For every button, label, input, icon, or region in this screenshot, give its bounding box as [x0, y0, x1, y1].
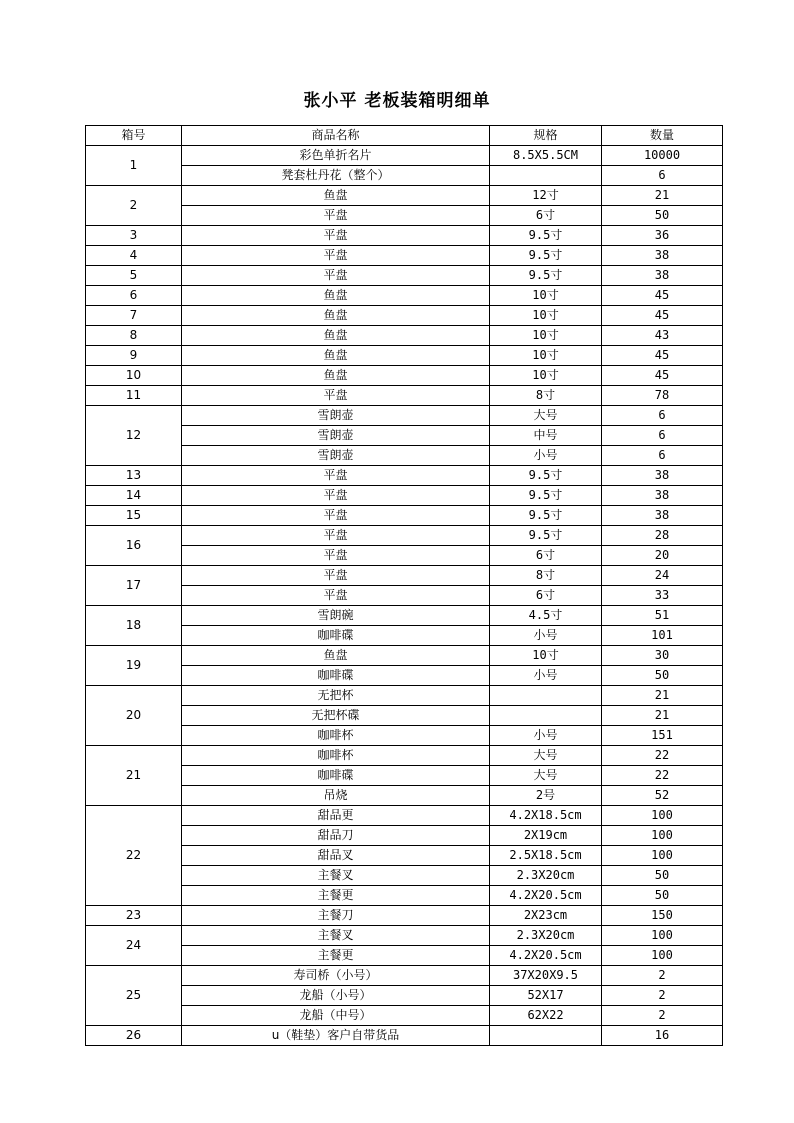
quantity-cell: 36 — [602, 226, 723, 246]
product-name-cell: 咖啡杯 — [182, 726, 490, 746]
quantity-cell: 100 — [602, 926, 723, 946]
table-row — [86, 186, 723, 206]
table-row — [86, 966, 723, 986]
table-row — [86, 826, 723, 846]
spec-cell: 10寸 — [490, 306, 602, 326]
quantity-cell: 38 — [602, 506, 723, 526]
product-name-cell: 平盘 — [182, 586, 490, 606]
box-number-cell: 7 — [86, 306, 182, 326]
product-name-cell: 雪朗壶 — [182, 446, 490, 466]
box-number-cell: 19 — [86, 646, 182, 686]
quantity-cell: 6 — [602, 166, 723, 186]
box-number-cell: 3 — [86, 226, 182, 246]
box-number-cell: 4 — [86, 246, 182, 266]
spec-cell: 9.5寸 — [490, 506, 602, 526]
table-row — [86, 306, 723, 326]
box-number-cell: 21 — [86, 746, 182, 806]
header-row — [86, 126, 723, 146]
box-number-cell: 16 — [86, 526, 182, 566]
spec-cell: 大号 — [490, 406, 602, 426]
quantity-cell: 21 — [602, 686, 723, 706]
table-row — [86, 546, 723, 566]
box-number-cell: 26 — [86, 1026, 182, 1046]
table-row — [86, 806, 723, 826]
spec-cell: 9.5寸 — [490, 486, 602, 506]
table-row — [86, 1026, 723, 1046]
box-number-cell: 15 — [86, 506, 182, 526]
quantity-cell: 21 — [602, 706, 723, 726]
spec-cell — [490, 706, 602, 726]
table-row — [86, 406, 723, 426]
box-number-cell: 14 — [86, 486, 182, 506]
table-row — [86, 506, 723, 526]
table-row — [86, 386, 723, 406]
spec-cell: 9.5寸 — [490, 246, 602, 266]
product-name-cell: 咖啡碟 — [182, 666, 490, 686]
table-row — [86, 606, 723, 626]
quantity-cell: 2 — [602, 1006, 723, 1026]
box-number-cell: 6 — [86, 286, 182, 306]
product-name-cell: 平盘 — [182, 546, 490, 566]
product-name-cell: 主餐叉 — [182, 866, 490, 886]
document-title: 张小平 老板装箱明细单 — [303, 91, 491, 111]
table-row — [86, 906, 723, 926]
table-row — [86, 346, 723, 366]
table-row — [86, 706, 723, 726]
box-number-cell: 22 — [86, 806, 182, 906]
table-row — [86, 646, 723, 666]
box-number-cell: 18 — [86, 606, 182, 646]
header-spec: 规格 — [490, 126, 602, 146]
spec-cell: 2.3X20cm — [490, 866, 602, 886]
product-name-cell: 凳套杜丹花（整个） — [182, 166, 490, 186]
table-row — [86, 286, 723, 306]
spec-cell — [490, 686, 602, 706]
product-name-cell: 吊烧 — [182, 786, 490, 806]
quantity-cell: 33 — [602, 586, 723, 606]
product-name-cell: 主餐刀 — [182, 906, 490, 926]
header-box-number: 箱号 — [86, 126, 182, 146]
table-row — [86, 886, 723, 906]
product-name-cell: 甜品刀 — [182, 826, 490, 846]
quantity-cell: 28 — [602, 526, 723, 546]
box-number-cell: 24 — [86, 926, 182, 966]
box-number-cell: 20 — [86, 686, 182, 746]
spec-cell: 大号 — [490, 746, 602, 766]
table-row — [86, 446, 723, 466]
spec-cell: 小号 — [490, 666, 602, 686]
spec-cell: 62X22 — [490, 1006, 602, 1026]
product-name-cell: 寿司桥（小号） — [182, 966, 490, 986]
spec-cell: 4.2X18.5cm — [490, 806, 602, 826]
product-name-cell: 平盘 — [182, 246, 490, 266]
spec-cell: 2号 — [490, 786, 602, 806]
table-row — [86, 786, 723, 806]
spec-cell: 4.2X20.5cm — [490, 886, 602, 906]
spec-cell: 2.5X18.5cm — [490, 846, 602, 866]
header-product-name: 商品名称 — [182, 126, 490, 146]
quantity-cell: 6 — [602, 446, 723, 466]
table-row — [86, 946, 723, 966]
product-name-cell: 甜品更 — [182, 806, 490, 826]
product-name-cell: 平盘 — [182, 206, 490, 226]
product-name-cell: 鱼盘 — [182, 366, 490, 386]
product-name-cell: 彩色单折名片 — [182, 146, 490, 166]
product-name-cell: 平盘 — [182, 226, 490, 246]
table-row — [86, 626, 723, 646]
table-row — [86, 726, 723, 746]
spec-cell: 6寸 — [490, 586, 602, 606]
quantity-cell: 50 — [602, 866, 723, 886]
product-name-cell: 鱼盘 — [182, 326, 490, 346]
spec-cell: 8寸 — [490, 386, 602, 406]
quantity-cell: 10000 — [602, 146, 723, 166]
spec-cell: 10寸 — [490, 346, 602, 366]
product-name-cell: 平盘 — [182, 486, 490, 506]
quantity-cell: 24 — [602, 566, 723, 586]
table-row — [86, 166, 723, 186]
table-row — [86, 1006, 723, 1026]
product-name-cell: 主餐更 — [182, 886, 490, 906]
spec-cell: 10寸 — [490, 326, 602, 346]
spec-cell: 9.5寸 — [490, 226, 602, 246]
spec-cell: 小号 — [490, 726, 602, 746]
spec-cell: 2X19cm — [490, 826, 602, 846]
spec-cell: 2.3X20cm — [490, 926, 602, 946]
table-row — [86, 226, 723, 246]
quantity-cell: 38 — [602, 266, 723, 286]
spec-cell: 6寸 — [490, 546, 602, 566]
quantity-cell: 45 — [602, 346, 723, 366]
spec-cell: 小号 — [490, 626, 602, 646]
product-name-cell: 咖啡杯 — [182, 746, 490, 766]
box-number-cell: 17 — [86, 566, 182, 606]
spec-cell: 4.2X20.5cm — [490, 946, 602, 966]
spec-cell: 12寸 — [490, 186, 602, 206]
spec-cell: 10寸 — [490, 646, 602, 666]
product-name-cell: 龙船（中号） — [182, 1006, 490, 1026]
table-row — [86, 266, 723, 286]
product-name-cell: 平盘 — [182, 266, 490, 286]
quantity-cell: 38 — [602, 246, 723, 266]
product-name-cell: 雪朗壶 — [182, 426, 490, 446]
table-row — [86, 326, 723, 346]
quantity-cell: 78 — [602, 386, 723, 406]
box-number-cell: 9 — [86, 346, 182, 366]
box-number-cell: 10 — [86, 366, 182, 386]
box-number-cell: 5 — [86, 266, 182, 286]
table-row — [86, 206, 723, 226]
box-number-cell: 25 — [86, 966, 182, 1026]
quantity-cell: 2 — [602, 986, 723, 1006]
table-row — [86, 846, 723, 866]
quantity-cell: 50 — [602, 886, 723, 906]
quantity-cell: 22 — [602, 766, 723, 786]
product-name-cell: 鱼盘 — [182, 306, 490, 326]
product-name-cell: 甜品叉 — [182, 846, 490, 866]
quantity-cell: 21 — [602, 186, 723, 206]
table-row — [86, 466, 723, 486]
spec-cell: 9.5寸 — [490, 526, 602, 546]
quantity-cell: 100 — [602, 946, 723, 966]
product-name-cell: 平盘 — [182, 386, 490, 406]
quantity-cell: 38 — [602, 486, 723, 506]
spec-cell: 52X17 — [490, 986, 602, 1006]
spec-cell — [490, 166, 602, 186]
quantity-cell: 100 — [602, 846, 723, 866]
product-name-cell: 平盘 — [182, 466, 490, 486]
quantity-cell: 151 — [602, 726, 723, 746]
box-number-cell: 13 — [86, 466, 182, 486]
spec-cell: 小号 — [490, 446, 602, 466]
spec-cell: 10寸 — [490, 366, 602, 386]
table-row — [86, 746, 723, 766]
spec-cell: 9.5寸 — [490, 266, 602, 286]
product-name-cell: 鱼盘 — [182, 346, 490, 366]
quantity-cell: 100 — [602, 826, 723, 846]
spec-cell — [490, 1026, 602, 1046]
quantity-cell: 45 — [602, 366, 723, 386]
quantity-cell: 6 — [602, 406, 723, 426]
product-name-cell: u（鞋垫）客户自带货品 — [182, 1026, 490, 1046]
spec-cell: 4.5寸 — [490, 606, 602, 626]
spec-cell: 10寸 — [490, 286, 602, 306]
product-name-cell: 平盘 — [182, 526, 490, 546]
quantity-cell: 43 — [602, 326, 723, 346]
quantity-cell: 22 — [602, 746, 723, 766]
quantity-cell: 38 — [602, 466, 723, 486]
spec-cell: 6寸 — [490, 206, 602, 226]
quantity-cell: 16 — [602, 1026, 723, 1046]
table-body — [86, 146, 723, 1046]
product-name-cell: 平盘 — [182, 506, 490, 526]
product-name-cell: 雪朗碗 — [182, 606, 490, 626]
spec-cell: 9.5寸 — [490, 466, 602, 486]
product-name-cell: 鱼盘 — [182, 646, 490, 666]
quantity-cell: 50 — [602, 666, 723, 686]
spec-cell: 8寸 — [490, 566, 602, 586]
box-number-cell: 12 — [86, 406, 182, 466]
table-row — [86, 766, 723, 786]
table-row — [86, 426, 723, 446]
table-row — [86, 246, 723, 266]
spec-cell: 中号 — [490, 426, 602, 446]
box-number-cell: 2 — [86, 186, 182, 226]
table-row — [86, 366, 723, 386]
table-row — [86, 586, 723, 606]
product-name-cell: 主餐更 — [182, 946, 490, 966]
box-number-cell: 23 — [86, 906, 182, 926]
table-row — [86, 926, 723, 946]
quantity-cell: 150 — [602, 906, 723, 926]
table-row — [86, 986, 723, 1006]
table-row — [86, 666, 723, 686]
packing-list-table — [85, 125, 723, 1046]
quantity-cell: 51 — [602, 606, 723, 626]
table-row — [86, 866, 723, 886]
product-name-cell: 雪朗壶 — [182, 406, 490, 426]
product-name-cell: 主餐叉 — [182, 926, 490, 946]
product-name-cell: 咖啡碟 — [182, 626, 490, 646]
product-name-cell: 无把杯碟 — [182, 706, 490, 726]
quantity-cell: 20 — [602, 546, 723, 566]
product-name-cell: 咖啡碟 — [182, 766, 490, 786]
quantity-cell: 45 — [602, 306, 723, 326]
quantity-cell: 101 — [602, 626, 723, 646]
product-name-cell: 鱼盘 — [182, 186, 490, 206]
quantity-cell: 50 — [602, 206, 723, 226]
quantity-cell: 100 — [602, 806, 723, 826]
table-row — [86, 686, 723, 706]
table-row — [86, 566, 723, 586]
table-row — [86, 486, 723, 506]
box-number-cell: 1 — [86, 146, 182, 186]
quantity-cell: 52 — [602, 786, 723, 806]
quantity-cell: 30 — [602, 646, 723, 666]
box-number-cell: 11 — [86, 386, 182, 406]
quantity-cell: 2 — [602, 966, 723, 986]
spec-cell: 2X23cm — [490, 906, 602, 926]
quantity-cell: 45 — [602, 286, 723, 306]
product-name-cell: 无把杯 — [182, 686, 490, 706]
spec-cell: 8.5X5.5CM — [490, 146, 602, 166]
product-name-cell: 平盘 — [182, 566, 490, 586]
product-name-cell: 龙船（小号） — [182, 986, 490, 1006]
spec-cell: 大号 — [490, 766, 602, 786]
table-row — [86, 146, 723, 166]
table-row — [86, 526, 723, 546]
box-number-cell: 8 — [86, 326, 182, 346]
quantity-cell: 6 — [602, 426, 723, 446]
header-quantity: 数量 — [602, 126, 723, 146]
spec-cell: 37X20X9.5 — [490, 966, 602, 986]
product-name-cell: 鱼盘 — [182, 286, 490, 306]
